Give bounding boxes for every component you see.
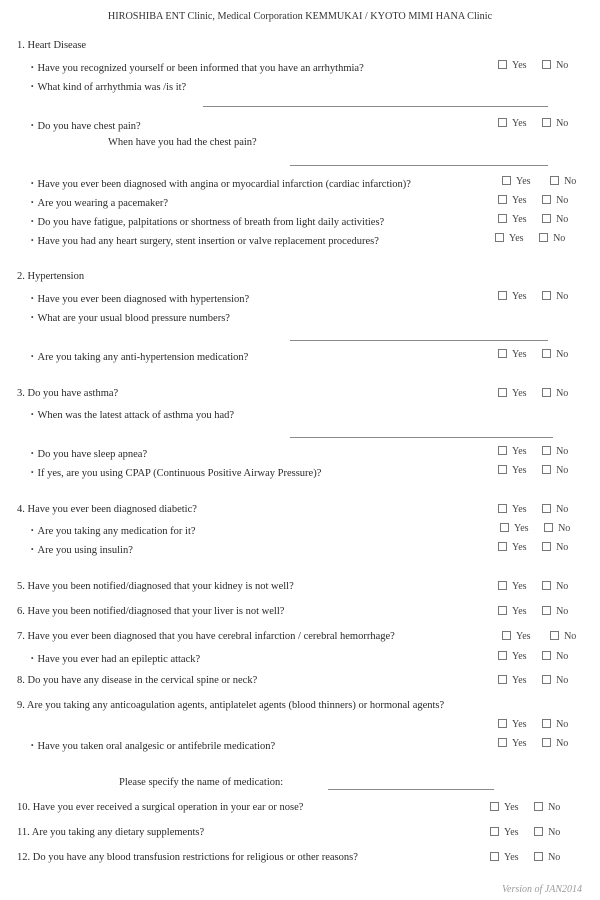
question-angina: ・Have you ever been diagnosed with angina or myocardial infarction (cardiac infarction)? bbox=[27, 179, 411, 190]
checkbox-no[interactable] bbox=[550, 176, 559, 185]
yes-no-fatigue bbox=[498, 214, 568, 225]
yes-label: Yes bbox=[512, 214, 527, 225]
checkbox-no[interactable] bbox=[542, 118, 551, 127]
checkbox-yes[interactable] bbox=[498, 60, 507, 69]
no-label: No bbox=[548, 827, 561, 838]
checkbox-no[interactable] bbox=[542, 195, 551, 204]
checkbox-yes[interactable] bbox=[498, 388, 507, 397]
no-label: No bbox=[556, 606, 569, 617]
question-analgesic: ・Have you taken oral analgesic or antifebrile medication? bbox=[27, 741, 276, 752]
checkbox-no[interactable] bbox=[542, 388, 551, 397]
checkbox-yes[interactable] bbox=[498, 675, 507, 684]
checkbox-yes[interactable] bbox=[498, 465, 507, 474]
checkbox-yes[interactable] bbox=[498, 542, 507, 551]
yes-no-asthma bbox=[498, 388, 568, 399]
checkbox-yes[interactable] bbox=[498, 195, 507, 204]
form-header: HIROSHIBA ENT Clinic, Medical Corporation KEMMUKAI / KYOTO MIMI HANA Clinic bbox=[107, 11, 493, 22]
question-epileptic: ・Have you ever had an epileptic attack? bbox=[27, 654, 201, 665]
yes-no-kidney bbox=[498, 581, 568, 592]
checkbox-no[interactable] bbox=[542, 214, 551, 223]
checkbox-yes[interactable] bbox=[498, 214, 507, 223]
checkbox-no[interactable] bbox=[542, 719, 551, 728]
checkbox-yes[interactable] bbox=[498, 581, 507, 590]
checkbox-no[interactable] bbox=[542, 675, 551, 684]
yes-label: Yes bbox=[512, 542, 527, 553]
no-label: No bbox=[556, 118, 569, 129]
yes-label: Yes bbox=[512, 195, 527, 206]
yes-no-cerebral bbox=[502, 631, 576, 642]
no-label: No bbox=[564, 631, 577, 642]
checkbox-yes[interactable] bbox=[490, 802, 499, 811]
yes-no-pacemaker bbox=[498, 195, 568, 206]
question-pacemaker: ・Are you wearing a pacemaker? bbox=[27, 198, 169, 209]
checkbox-no[interactable] bbox=[542, 446, 551, 455]
section-title-cervical: 8. Do you have any disease in the cervical spine or neck? bbox=[17, 675, 258, 686]
question-hypertension: ・Have you ever been diagnosed with hypertension? bbox=[27, 294, 250, 305]
yes-label: Yes bbox=[512, 738, 527, 749]
yes-no-angina bbox=[502, 176, 576, 187]
question-chest-pain-when: When have you had the chest pain? bbox=[108, 137, 257, 148]
section-title-asthma: 3. Do you have asthma? bbox=[17, 388, 119, 399]
yes-label: Yes bbox=[512, 388, 527, 399]
checkbox-no[interactable] bbox=[534, 802, 543, 811]
yes-label: Yes bbox=[512, 60, 527, 71]
section-title-ear-nose-surgery: 10. Have you ever received a surgical operation in your ear or nose? bbox=[17, 802, 304, 813]
yes-label: Yes bbox=[512, 291, 527, 302]
checkbox-no[interactable] bbox=[550, 631, 559, 640]
checkbox-no[interactable] bbox=[542, 349, 551, 358]
checkbox-yes[interactable] bbox=[490, 827, 499, 836]
yes-label: Yes bbox=[504, 827, 519, 838]
yes-no-diabetic bbox=[498, 504, 568, 515]
no-label: No bbox=[556, 465, 569, 476]
checkbox-yes[interactable] bbox=[502, 176, 511, 185]
no-label: No bbox=[556, 291, 569, 302]
yes-no-analgesic bbox=[498, 738, 568, 749]
no-label: No bbox=[564, 176, 577, 187]
checkbox-yes[interactable] bbox=[498, 738, 507, 747]
checkbox-yes[interactable] bbox=[500, 523, 509, 532]
checkbox-no[interactable] bbox=[542, 581, 551, 590]
section-title-liver: 6. Have you been notified/diagnosed that your liver is not well? bbox=[17, 606, 285, 617]
answer-line-chest-pain-when[interactable] bbox=[290, 165, 548, 166]
yes-label: Yes bbox=[504, 802, 519, 813]
no-label: No bbox=[556, 651, 569, 662]
checkbox-yes[interactable] bbox=[498, 291, 507, 300]
checkbox-no[interactable] bbox=[542, 651, 551, 660]
checkbox-yes[interactable] bbox=[495, 233, 504, 242]
checkbox-yes[interactable] bbox=[498, 504, 507, 513]
checkbox-no[interactable] bbox=[544, 523, 553, 532]
checkbox-no[interactable] bbox=[542, 291, 551, 300]
question-sleep-apnea: ・Do you have sleep apnea? bbox=[27, 449, 148, 460]
yes-no-ear-nose-surgery bbox=[490, 802, 560, 813]
yes-label: Yes bbox=[504, 852, 519, 863]
checkbox-yes[interactable] bbox=[498, 651, 507, 660]
answer-line-asthma-attack[interactable] bbox=[290, 437, 553, 438]
question-insulin: ・Are you using insulin? bbox=[27, 545, 133, 556]
no-label: No bbox=[556, 675, 569, 686]
yes-no-diabetes-medication bbox=[500, 523, 570, 534]
no-label: No bbox=[556, 214, 569, 225]
checkbox-no[interactable] bbox=[534, 827, 543, 836]
no-label: No bbox=[556, 349, 569, 360]
checkbox-no[interactable] bbox=[542, 738, 551, 747]
checkbox-no[interactable] bbox=[542, 465, 551, 474]
yes-label: Yes bbox=[512, 349, 527, 360]
checkbox-no[interactable] bbox=[542, 606, 551, 615]
yes-no-cpap bbox=[498, 465, 568, 476]
checkbox-no[interactable] bbox=[539, 233, 548, 242]
yes-no-chest-pain bbox=[498, 118, 568, 129]
section-title-heart-disease: 1. Heart Disease bbox=[17, 40, 87, 51]
no-label: No bbox=[548, 852, 561, 863]
checkbox-yes[interactable] bbox=[490, 852, 499, 861]
checkbox-no[interactable] bbox=[542, 504, 551, 513]
version-footer: Version of JAN2014 bbox=[502, 884, 582, 895]
yes-no-supplements bbox=[490, 827, 560, 838]
yes-no-transfusion bbox=[490, 852, 560, 863]
question-asthma-attack: ・When was the latest attack of asthma you had? bbox=[27, 410, 235, 421]
yes-label: Yes bbox=[512, 118, 527, 129]
yes-label: Yes bbox=[516, 176, 531, 187]
yes-label: Yes bbox=[516, 631, 531, 642]
checkbox-yes[interactable] bbox=[502, 631, 511, 640]
answer-line-blood-pressure[interactable] bbox=[290, 340, 548, 341]
yes-label: Yes bbox=[512, 581, 527, 592]
yes-no-hypertension bbox=[498, 291, 568, 302]
no-label: No bbox=[556, 504, 569, 515]
yes-no-insulin bbox=[498, 542, 568, 553]
yes-label: Yes bbox=[512, 651, 527, 662]
yes-no-liver bbox=[498, 606, 568, 617]
question-heart-surgery: ・Have you had any heart surgery, stent insertion or valve replacement procedures? bbox=[27, 236, 379, 247]
yes-no-sleep-apnea bbox=[498, 446, 568, 457]
section-title-anticoagulation: 9. Are you taking any anticoagulation agents, antiplatelet agents (blood thinners) or hormonal agents? bbox=[17, 700, 445, 711]
checkbox-no[interactable] bbox=[542, 542, 551, 551]
no-label: No bbox=[556, 195, 569, 206]
answer-line-arrhythmia-kind[interactable] bbox=[203, 106, 548, 107]
checkbox-yes[interactable] bbox=[498, 446, 507, 455]
checkbox-yes[interactable] bbox=[498, 118, 507, 127]
yes-no-arrhythmia bbox=[498, 60, 568, 71]
question-arrhythmia: ・Have you recognized yourself or been informed that you have an arrhythmia? bbox=[27, 63, 364, 74]
yes-label: Yes bbox=[509, 233, 524, 244]
checkbox-yes[interactable] bbox=[498, 719, 507, 728]
yes-label: Yes bbox=[512, 606, 527, 617]
yes-label: Yes bbox=[512, 719, 527, 730]
no-label: No bbox=[556, 542, 569, 553]
section-title-cerebral: 7. Have you ever been diagnosed that you have cerebral infarction / cerebral hemorrhage? bbox=[17, 631, 395, 642]
yes-no-anticoagulation bbox=[498, 719, 568, 730]
yes-no-heart-surgery bbox=[495, 233, 565, 244]
checkbox-no[interactable] bbox=[534, 852, 543, 861]
yes-label: Yes bbox=[512, 465, 527, 476]
section-title-kidney: 5. Have you been notified/diagnosed that your kidney is not well? bbox=[17, 581, 294, 592]
question-fatigue: ・Do you have fatigue, palpitations or shortness of breath from light daily activities? bbox=[27, 217, 385, 228]
question-blood-pressure: ・What are your usual blood pressure numbers? bbox=[27, 313, 230, 324]
question-anti-hypertension: ・Are you taking any anti-hypertension medication? bbox=[27, 352, 249, 363]
yes-label: Yes bbox=[514, 523, 529, 534]
yes-label: Yes bbox=[512, 446, 527, 457]
no-label: No bbox=[556, 581, 569, 592]
section-title-hypertension: 2. Hypertension bbox=[17, 271, 85, 282]
yes-no-anti-hypertension bbox=[498, 349, 568, 360]
no-label: No bbox=[556, 738, 569, 749]
yes-no-cervical bbox=[498, 675, 568, 686]
specify-medication-label: Please specify the name of medication: bbox=[119, 777, 284, 788]
no-label: No bbox=[556, 60, 569, 71]
yes-no-epileptic bbox=[498, 651, 568, 662]
checkbox-yes[interactable] bbox=[498, 349, 507, 358]
checkbox-yes[interactable] bbox=[498, 606, 507, 615]
no-label: No bbox=[558, 523, 571, 534]
question-chest-pain: ・Do you have chest pain? bbox=[27, 121, 141, 132]
question-cpap: ・If yes, are you using CPAP (Continuous Positive Airway Pressure)? bbox=[27, 468, 322, 479]
section-title-transfusion: 12. Do you have any blood transfusion restrictions for religious or other reasons? bbox=[17, 852, 358, 863]
yes-label: Yes bbox=[512, 675, 527, 686]
yes-label: Yes bbox=[512, 504, 527, 515]
no-label: No bbox=[548, 802, 561, 813]
section-title-supplements: 11. Are you taking any dietary supplements? bbox=[17, 827, 205, 838]
checkbox-no[interactable] bbox=[542, 60, 551, 69]
question-diabetes-medication: ・Are you taking any medication for it? bbox=[27, 526, 196, 537]
question-arrhythmia-kind: ・What kind of arrhythmia was /is it? bbox=[27, 82, 187, 93]
no-label: No bbox=[553, 233, 566, 244]
answer-line-medication-name[interactable] bbox=[328, 789, 494, 790]
no-label: No bbox=[556, 446, 569, 457]
no-label: No bbox=[556, 719, 569, 730]
no-label: No bbox=[556, 388, 569, 399]
section-title-diabetic: 4. Have you ever been diagnosed diabetic? bbox=[17, 504, 197, 515]
